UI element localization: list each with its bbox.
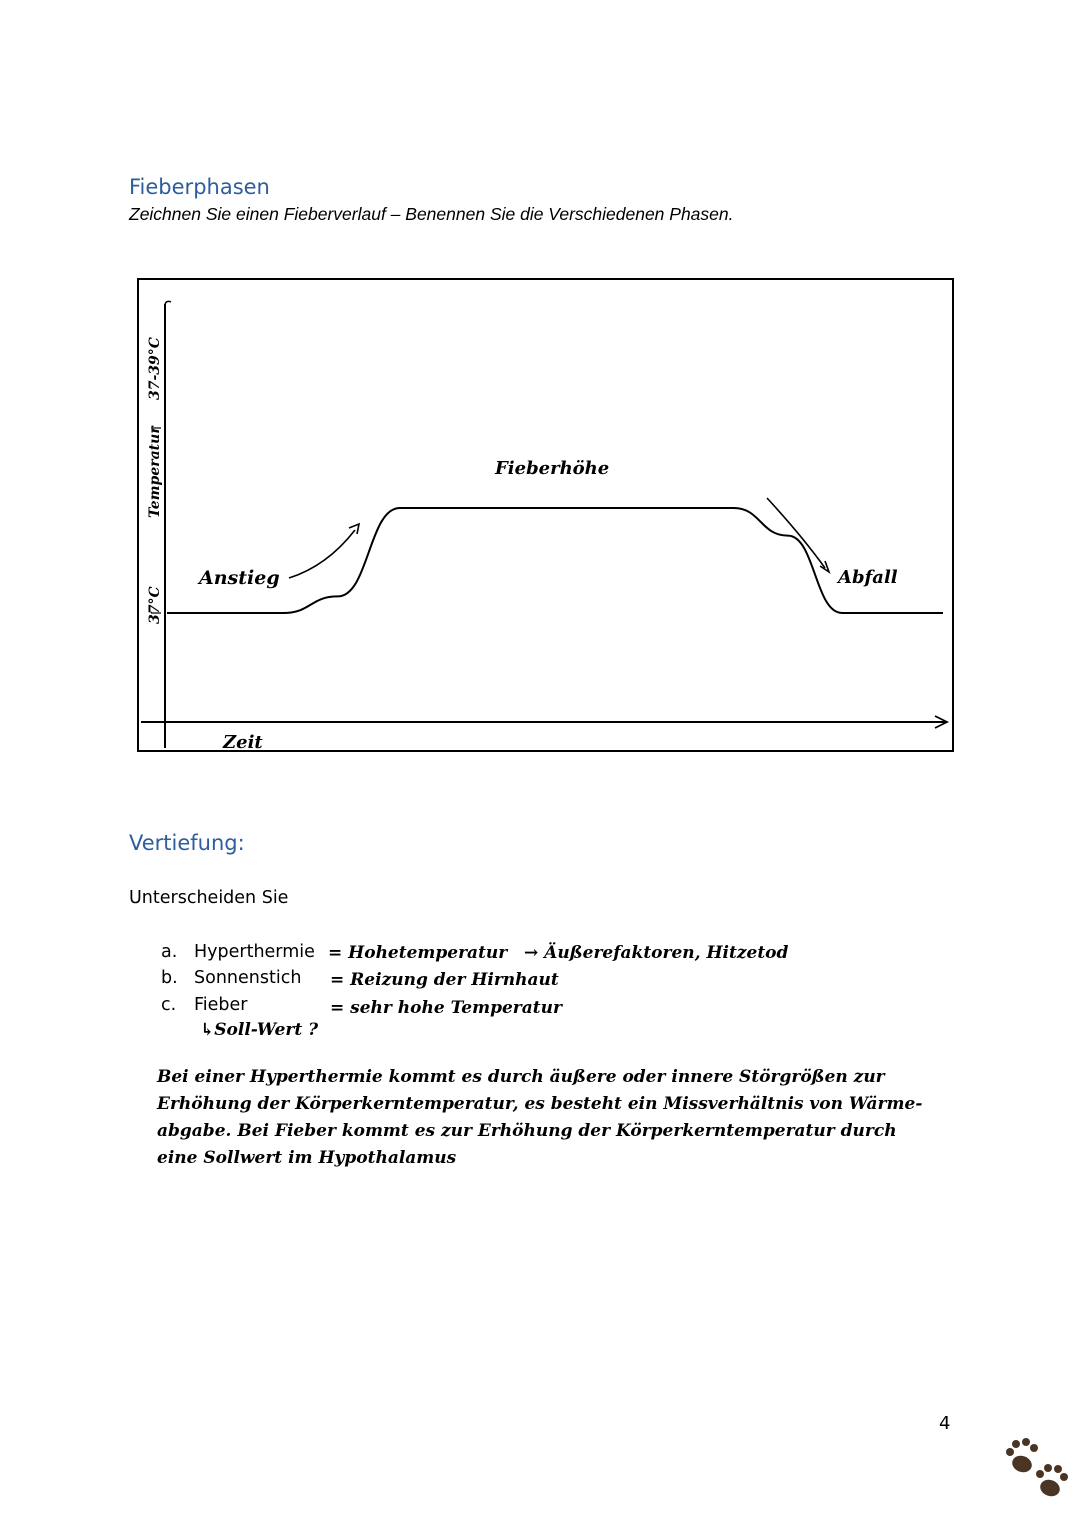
item-c-answer: = sehr hohe Temperatur [330, 998, 562, 1018]
paragraph-line-2: Erhöhung der Körperkerntemperatur, es besteht ein Missverhältnis von Wärme- [157, 1094, 923, 1114]
section-title-vertiefung: Vertiefung: [129, 831, 245, 855]
annotation-fieberhoehe: Fieberhöhe [495, 458, 610, 479]
ytick-37-39: 37-39°C [147, 337, 163, 400]
paragraph-line-1: Bei einer Hyperthermie kommt es durch äußere oder innere Störgrößen zur [157, 1067, 885, 1087]
y-axis-arrow [165, 301, 171, 304]
page-number: 4 [939, 1413, 951, 1434]
xlabel-zeit: Zeit [223, 732, 263, 752]
section-title-fieberphasen: Fieberphasen [129, 175, 270, 199]
item-b-term: Sonnenstich [194, 968, 302, 988]
item-a-marker: a. [161, 942, 178, 962]
anstieg-arrow [289, 530, 355, 578]
item-c-marker: c. [161, 995, 177, 1015]
item-c-term: Fieber [194, 995, 248, 1015]
paragraph-line-3: abgabe. Bei Fieber kommt es zur Erhöhung der Körperkerntemperatur durch [157, 1121, 897, 1141]
item-a-term: Hyperthermie [194, 942, 315, 962]
sollwert-note: ↳Soll-Wert ? [200, 1020, 319, 1040]
paragraph-line-4: eine Sollwert im Hypothalamus [157, 1148, 457, 1168]
fever-chart [137, 278, 954, 752]
paw-print-icon [1000, 1436, 1074, 1506]
item-a-extra: → Äußerefaktoren, Hitzetod [524, 943, 789, 963]
subtitle-unterscheiden: Unterscheiden Sie [129, 888, 289, 908]
annotation-abfall: Abfall [838, 567, 898, 588]
instruction-text: Zeichnen Sie einen Fieberverlauf – Benennen Sie die Verschiedenen Phasen. [129, 204, 734, 224]
item-b-answer: = Reizung der Hirnhaut [330, 970, 559, 990]
answer-paragraph [157, 1064, 922, 1172]
annotation-anstieg: Anstieg [199, 567, 280, 589]
ylabel-temperatur: Temperatur [147, 426, 163, 518]
item-b-marker: b. [161, 968, 178, 988]
ytick-37: 37°C [147, 586, 163, 624]
item-a-answer: = Hohetemperatur [328, 943, 508, 963]
fever-curve-line [167, 508, 943, 613]
